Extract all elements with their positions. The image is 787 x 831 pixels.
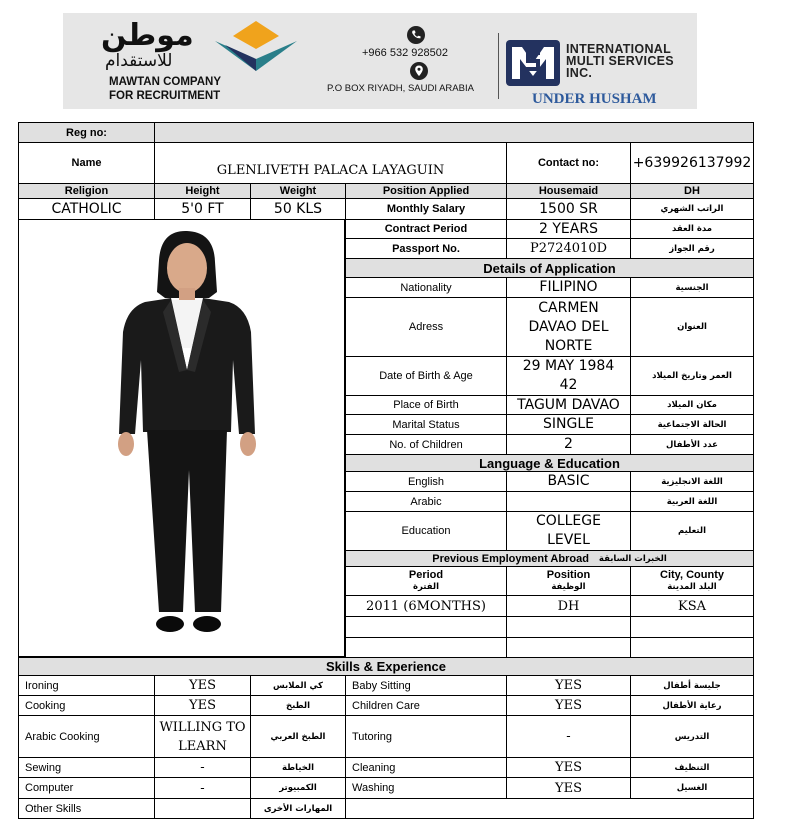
applicant-photo [18,219,345,657]
education-label-ar: التعليم [630,511,754,551]
skill-ironing-label-ar: كي الملابس [250,675,346,696]
arabic-value[interactable] [506,491,631,512]
arabic-label-ar: اللغة العربية [630,491,754,512]
company-arabic-name: موطن [101,18,194,53]
language-section-title: Language & Education [345,454,754,472]
skill-other-label-ar: المهارات الأخرى [250,798,346,819]
position-applied-header: Position Applied [345,183,507,199]
skill-childcare-label-ar: رعاية الأطفال [630,695,754,716]
skill-washing-label: Washing [345,777,507,799]
children-label: No. of Children [345,434,507,455]
details-section-title: Details of Application [345,258,754,278]
skill-cooking-label: Cooking [18,695,155,716]
company-en-line1: MAWTAN COMPANY [109,76,222,88]
age-value: 42 [559,377,578,393]
dob-label-ar: العمر وتاريخ الميلاد [630,356,754,396]
ims-logo-icon [505,39,561,87]
skills-section-title: Skills & Experience [18,657,754,676]
position-header-ar: الوظيفة [551,582,586,592]
skill-other-value[interactable] [154,798,251,819]
reg-no-label: Reg no: [18,122,155,143]
phone-number: +966 532 928502 [362,47,448,59]
company-en-line2: FOR RECRUITMENT [109,90,221,102]
skill-sewing-label: Sewing [18,757,155,778]
skill-washing-label-ar: الغسيل [630,777,754,799]
skill-cooking-value[interactable]: YES [154,695,251,716]
ims-company-name [566,43,674,79]
skill-sewing-label-ar: الخياطة [250,757,346,778]
city-column-header [630,566,754,596]
children-label-ar: عدد الأطفال [630,434,754,455]
skill-babysitting-value[interactable]: YES [506,675,631,696]
employment-title-ar: الخبرات السابقة [598,553,667,564]
ims-line3: INC. [566,66,593,80]
position-column-header [506,566,631,596]
contact-label: Contact no: [506,142,631,184]
employment-section-title [345,550,754,567]
employment-city-1[interactable]: KSA [630,595,754,617]
skill-other-notes[interactable] [345,798,754,819]
company-arabic-subname: للاستقدام [105,51,173,71]
skill-ironing-value[interactable]: YES [154,675,251,696]
dob-label: Date of Birth & Age [345,356,507,396]
employment-title-en: Previous Employment Abroad [432,552,589,565]
place-of-birth-value[interactable]: TAGUM DAVAO [506,395,631,415]
employment-position-3[interactable] [506,637,631,658]
employment-position-2[interactable] [506,616,631,638]
religion-header: Religion [18,183,155,199]
skill-computer-label-ar: الكمبيوتر [250,777,346,799]
address-label-ar: العنوان [630,297,754,357]
city-header-ar: البلد المدينة [667,582,717,592]
english-label: English [345,471,507,492]
employment-city-3[interactable] [630,637,754,658]
mawtan-logo-icon [215,19,297,75]
contact-field[interactable]: +639926137992 [630,142,754,184]
passport-label-ar: رقم الجواز [630,238,754,259]
dh-header: DH [630,183,754,199]
skill-washing-value[interactable]: YES [506,777,631,799]
passport-label: Passport No. [345,238,507,259]
skill-arabic-cooking-value[interactable]: WILLING TO LEARN [154,715,251,758]
skill-other-label: Other Skills [18,798,155,819]
height-header: Height [154,183,251,199]
under-label: UNDER HUSHAM [532,91,657,107]
skill-cleaning-value[interactable]: YES [506,757,631,778]
nationality-label: Nationality [345,277,507,298]
weight-value[interactable]: 50 KLS [250,198,346,220]
header-divider [498,33,499,99]
marital-status-label-ar: الحالة الاجتماعية [630,414,754,435]
weight-header: Weight [250,183,346,199]
employment-position-1[interactable]: DH [506,595,631,617]
skill-cleaning-label-ar: التنظيف [630,757,754,778]
company-english-name [109,75,221,103]
address-value[interactable]: CARMEN DAVAO DEL NORTE [506,297,631,357]
education-value[interactable]: COLLEGE LEVEL [506,511,631,551]
place-of-birth-label-ar: مكان الميلاد [630,395,754,415]
skill-childcare-value[interactable]: YES [506,695,631,716]
position-header-en: Position [546,569,591,581]
period-column-header [345,566,507,596]
city-header-en: City, County [660,569,724,581]
skill-tutoring-value[interactable]: - [506,715,631,758]
employment-period-3[interactable] [345,637,507,658]
skill-sewing-value[interactable]: - [154,757,251,778]
ims-line2: MULTI SERVICES [566,54,674,68]
skill-childcare-label: Children Care [345,695,507,716]
skill-arabic-cooking-label-ar: الطبخ العربي [250,715,346,758]
period-header-ar: الفترة [412,582,439,592]
dob-value[interactable] [506,356,631,396]
english-value[interactable]: BASIC [506,471,631,492]
period-header-en: Period [408,569,444,581]
skill-cleaning-label: Cleaning [345,757,507,778]
skill-ironing-label: Ironing [18,675,155,696]
nationality-label-ar: الجنسية [630,277,754,298]
skill-cooking-label-ar: الطبخ [250,695,346,716]
location-pin-icon [410,62,428,80]
arabic-label: Arabic [345,491,507,512]
skill-computer-value[interactable]: - [154,777,251,799]
education-label: Education [345,511,507,551]
marital-status-value[interactable]: SINGLE [506,414,631,435]
dob-date: 29 MAY 1984 [522,358,615,374]
skill-tutoring-label: Tutoring [345,715,507,758]
contract-label-ar: مدة العقد [630,219,754,239]
religion-value[interactable]: CATHOLIC [18,198,155,220]
employment-period-1[interactable]: 2011 (6MONTHS) [345,595,507,617]
salary-value[interactable]: 1500 SR [506,198,631,220]
ims-line1: INTERNATIONAL [566,42,672,56]
contract-value[interactable]: 2 YEARS [506,219,631,239]
marital-status-label: Marital Status [345,414,507,435]
skill-arabic-cooking-label: Arabic Cooking [18,715,155,758]
name-label: Name [18,142,155,184]
contract-label: Contract Period [345,219,507,239]
name-field[interactable]: GLENLIVETH PALACA LAYAGUIN [154,142,507,184]
reg-no-field[interactable] [154,122,754,143]
company-address: P.O BOX RIYADH, SAUDI ARABIA [327,83,474,94]
address-label: Adress [345,297,507,357]
nationality-value[interactable]: FILIPINO [506,277,631,298]
children-value[interactable]: 2 [506,434,631,455]
skill-babysitting-label: Baby Sitting [345,675,507,696]
employment-city-2[interactable] [630,616,754,638]
passport-value[interactable]: P2724010D [506,238,631,259]
skill-computer-label: Computer [18,777,155,799]
height-value[interactable]: 5'0 FT [154,198,251,220]
employment-period-2[interactable] [345,616,507,638]
place-of-birth-label: Place of Birth [345,395,507,415]
salary-label-ar: الراتب الشهري [630,198,754,220]
housemaid-header: Housemaid [506,183,631,199]
skill-babysitting-label-ar: جليسة أطفال [630,675,754,696]
salary-label: Monthly Salary [345,198,507,220]
applicant-figure [19,220,344,656]
english-label-ar: اللغة الانجليزية [630,471,754,492]
phone-icon [407,26,425,44]
skill-tutoring-label-ar: التدريس [630,715,754,758]
